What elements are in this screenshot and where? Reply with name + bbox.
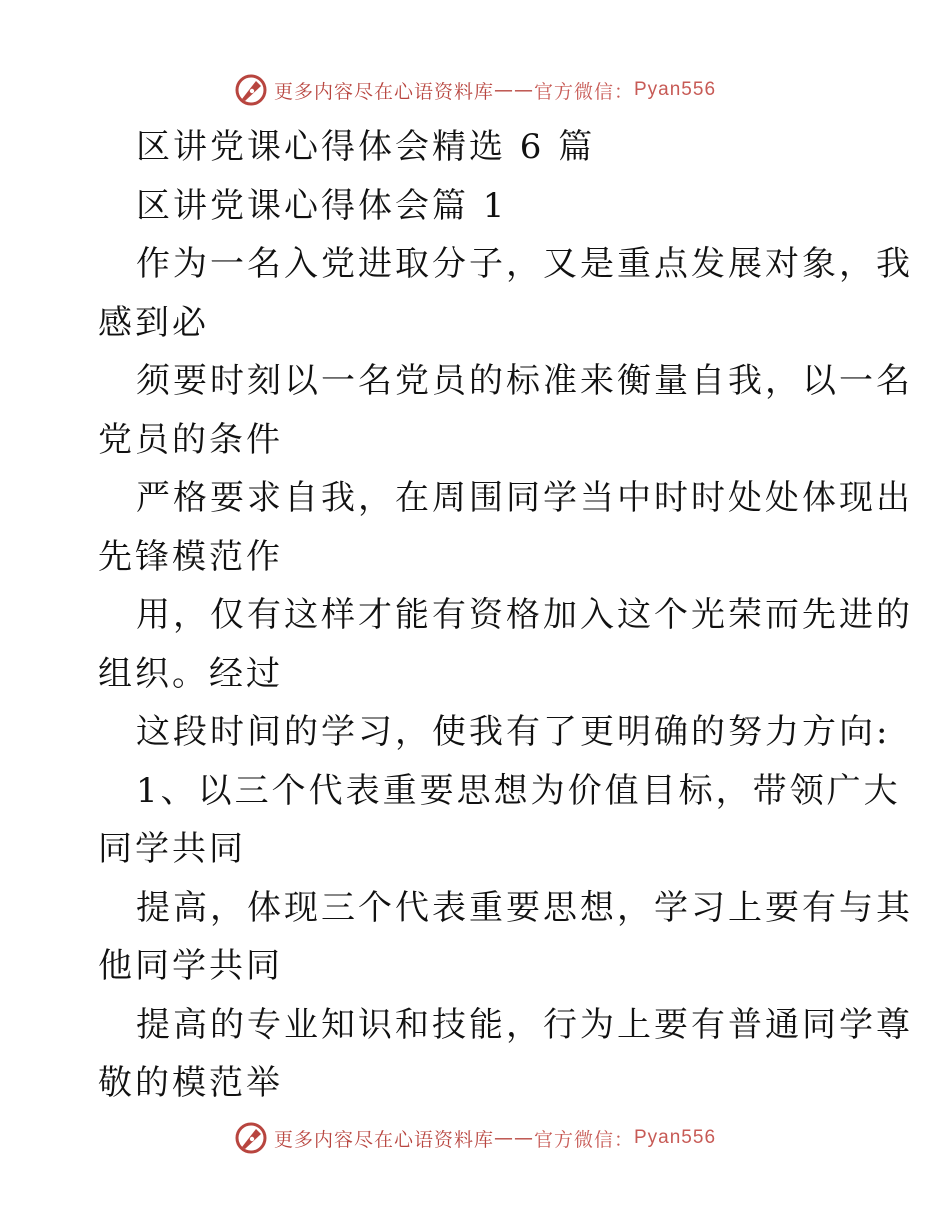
banner-main-text: 更多内容尽在心语资料库 — [273, 80, 494, 103]
document-title: 区讲党课心得体会精选 6 篇 — [136, 127, 596, 167]
text-line: 提高，体现三个代表重要思想，学习上要有与其 — [136, 887, 913, 928]
text-line: 提高的专业知识和技能，行为上要有普通同学尊 — [136, 1004, 913, 1045]
banner-dash: —— — [493, 79, 534, 101]
text-line: 敬的模范举 — [98, 1063, 283, 1103]
text-line: 党员的条件 — [98, 419, 283, 460]
section-heading: 区讲党课心得体会篇 1 — [136, 185, 508, 226]
text-line: 感到必 — [98, 302, 209, 343]
footer-watermark-banner — [0, 1118, 950, 1158]
text-line: 用，仅有这样才能有资格加入这个光荣而先进的 — [136, 595, 913, 635]
text-line: 1、以三个代表重要思想为价值目标，带领广大 — [136, 770, 901, 811]
banner-wechat-label: 官方微信： — [533, 80, 634, 103]
header-watermark-banner — [0, 70, 950, 110]
text-line: 须要时刻以一名党员的标准来衡量自我，以一名 — [136, 361, 913, 401]
text-line: 这段时间的学习，使我有了更明确的努力方向: — [136, 712, 891, 752]
text-line: 作为一名入党进取分子，又是重点发展对象，我 — [136, 244, 913, 284]
text-line: 先锋模范作 — [98, 536, 283, 577]
pen-nib-logo-icon — [234, 1121, 268, 1155]
banner-main-text: 更多内容尽在心语资料库 — [273, 1128, 494, 1151]
pen-nib-logo-icon — [234, 73, 268, 107]
text-line: 组织。经过 — [98, 653, 283, 694]
banner-wechat-id: Pyan556 — [634, 1127, 717, 1148]
text-line: 他同学共同 — [98, 946, 283, 986]
banner-wechat-label: 官方微信： — [533, 1128, 634, 1151]
banner-wechat-id: Pyan556 — [634, 79, 717, 100]
text-line: 严格要求自我，在周围同学当中时时处处体现出 — [136, 478, 913, 518]
text-line: 同学共同 — [98, 829, 246, 869]
document-body — [98, 118, 913, 1113]
banner-dash: —— — [493, 1127, 534, 1149]
